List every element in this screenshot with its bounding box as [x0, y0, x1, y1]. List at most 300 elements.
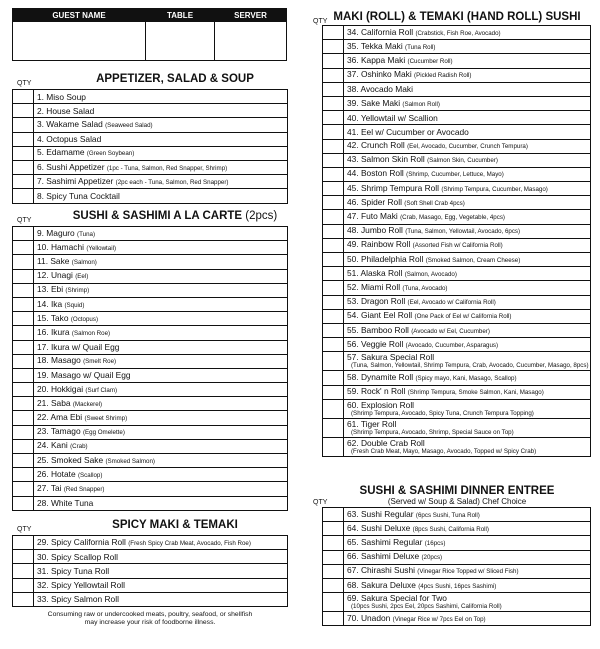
menu-item-cell — [344, 253, 591, 267]
menu-item-description: (Salmon Roe) — [71, 329, 111, 337]
menu-item-description: (Avocado w/ Eel, Cucumber) — [411, 327, 490, 335]
menu-item-cell — [34, 550, 288, 564]
qty-field[interactable] — [13, 241, 34, 255]
qty-field[interactable] — [13, 439, 34, 453]
menu-item-name: 70. Unadon — [347, 612, 391, 623]
menu-item-cell — [344, 612, 591, 626]
menu-item-cell — [344, 536, 591, 550]
menu-item-name: 14. Ika — [37, 298, 63, 309]
menu-item-row — [13, 118, 288, 132]
qty-field[interactable] — [323, 295, 344, 309]
qty-field[interactable] — [13, 118, 34, 132]
menu-item-name: 8. Spicy Tuna Cocktail — [37, 190, 120, 201]
qty-field[interactable] — [323, 309, 344, 323]
qty-field[interactable] — [323, 564, 344, 578]
menu-item-name: 22. Ama Ebi — [37, 412, 83, 423]
qty-field[interactable] — [323, 267, 344, 281]
qty-field[interactable] — [13, 283, 34, 297]
qty-field[interactable] — [13, 326, 34, 340]
qty-field[interactable] — [323, 399, 344, 418]
qty-field[interactable] — [323, 593, 344, 612]
menu-item-cell — [34, 160, 288, 174]
menu-item-description: (Vinegar Rice w/ 7pcs Eel on Top) — [392, 615, 486, 623]
qty-field[interactable] — [13, 454, 34, 468]
menu-item-row — [13, 312, 288, 326]
menu-item-description: (Smelt Roe) — [83, 358, 117, 366]
menu-item-name: 7. Sashimi Appetizer — [37, 175, 114, 186]
menu-item-row — [323, 253, 591, 267]
menu-item-row — [13, 175, 288, 189]
qty-field[interactable] — [323, 281, 344, 295]
table-field[interactable] — [146, 22, 215, 61]
menu-item-row — [323, 352, 591, 371]
menu-item-row — [13, 592, 288, 606]
qty-field[interactable] — [13, 354, 34, 368]
menu-item-cell — [344, 153, 591, 167]
qty-field[interactable] — [13, 132, 34, 146]
qty-field[interactable] — [13, 468, 34, 482]
menu-item-row — [13, 146, 288, 160]
menu-item-name: 24. Kani — [37, 440, 68, 451]
dinner-title: SUSHI & SASHIMI DINNER ENTREE — [359, 485, 555, 497]
menu-item-cell — [34, 397, 288, 411]
menu-item-row — [13, 269, 288, 283]
menu-item-name: 2. House Salad — [37, 105, 95, 116]
menu-item-cell — [34, 564, 288, 578]
menu-item-cell — [344, 352, 591, 371]
qty-field[interactable] — [13, 550, 34, 564]
menu-item-row — [13, 132, 288, 146]
qty-label: QTY — [313, 18, 328, 25]
menu-item-name: 18. Masago — [37, 355, 81, 366]
menu-item-row — [323, 536, 591, 550]
menu-item-description: (Spicy mayo, Kani, Masago, Scallop) — [415, 374, 517, 382]
qty-field[interactable] — [323, 536, 344, 550]
menu-item-row — [323, 564, 591, 578]
qty-field[interactable] — [323, 153, 344, 167]
menu-item-description: (Eel) — [75, 273, 89, 281]
menu-item-row — [13, 468, 288, 482]
menu-item-cell — [34, 132, 288, 146]
qty-field[interactable] — [323, 352, 344, 371]
menu-item-name: 10. Hamachi — [37, 241, 85, 252]
menu-item-name: 31. Spicy Tuna Roll — [37, 565, 110, 576]
menu-item-row — [323, 68, 591, 82]
menu-item-row — [323, 167, 591, 181]
menu-item-row — [13, 340, 288, 354]
menu-item-cell — [344, 182, 591, 196]
qty-field[interactable] — [323, 40, 344, 54]
menu-item-description: (Green Soybean) — [86, 150, 135, 158]
guest-name-header: GUEST NAME — [13, 9, 146, 22]
qty-field[interactable] — [13, 104, 34, 118]
menu-item-description: (Egg Omelette) — [82, 429, 125, 437]
menu-item-description: (One Pack of Eel w/ California Roll) — [414, 313, 512, 321]
menu-item-name: 55. Bamboo Roll — [347, 324, 409, 335]
menu-item-description: (Crab, Masago, Egg, Vegetable, 4pcs) — [400, 214, 505, 222]
menu-item-name: 52. Miami Roll — [347, 281, 401, 292]
menu-item-name: 64. Sushi Deluxe — [347, 522, 411, 533]
menu-item-description: (Salmon Skin, Cucumber) — [427, 157, 498, 165]
menu-item-cell — [344, 111, 591, 125]
qty-field[interactable] — [13, 592, 34, 606]
menu-item-row — [13, 550, 288, 564]
menu-item-cell — [34, 411, 288, 425]
menu-item-description: (Crabstick, Fish Roe, Avocado) — [415, 29, 501, 37]
menu-item-row — [13, 297, 288, 311]
menu-item-name: 46. Spider Roll — [347, 196, 402, 207]
menu-item-cell — [34, 269, 288, 283]
menu-item-cell — [34, 536, 288, 550]
guest-name-field[interactable] — [13, 22, 146, 61]
qty-field[interactable] — [323, 182, 344, 196]
menu-item-cell — [34, 439, 288, 453]
menu-item-description: (Scallop) — [77, 471, 103, 479]
menu-item-row — [13, 354, 288, 368]
appetizer-table — [12, 89, 288, 204]
menu-item-row — [323, 153, 591, 167]
menu-item-cell — [344, 399, 591, 418]
qty-field[interactable] — [323, 111, 344, 125]
qty-field[interactable] — [323, 323, 344, 337]
menu-item-name: 17. Ikura w/ Quail Egg — [37, 342, 120, 353]
menu-item-cell — [344, 167, 591, 181]
menu-item-name: 65. Sashimi Regular — [347, 536, 423, 547]
menu-item-description: (Fresh Crab Meat, Mayo, Masago, Avocado, Topped w/ Spicy Crab) — [351, 447, 537, 455]
menu-item-name: 43. Salmon Skin Roll — [347, 154, 425, 165]
menu-item-description: (4pcs Sushi, 16pcs Sashimi) — [418, 582, 497, 590]
menu-item-row — [323, 210, 591, 224]
menu-item-description: (Salmon, Avocado) — [404, 270, 457, 278]
menu-item-name: 62. Double Crab Roll — [347, 437, 425, 448]
qty-field[interactable] — [323, 338, 344, 352]
menu-item-row — [323, 593, 591, 612]
menu-item-cell — [34, 189, 288, 203]
menu-item-row — [13, 482, 288, 496]
menu-item-description: (1pc - Tuna, Salmon, Red Snapper, Shrimp) — [106, 164, 228, 172]
menu-item-description: (Mackerel) — [72, 400, 103, 408]
qty-field[interactable] — [323, 418, 344, 437]
qty-field[interactable] — [323, 139, 344, 153]
menu-item-cell — [344, 418, 591, 437]
menu-item-cell — [344, 564, 591, 578]
qty-field[interactable] — [323, 82, 344, 96]
menu-item-name: 56. Veggie Roll — [347, 338, 404, 349]
menu-item-name: 35. Tekka Maki — [347, 40, 403, 51]
qty-field[interactable] — [323, 167, 344, 181]
menu-item-name: 39. Sake Maki — [347, 97, 401, 108]
menu-item-name: 42. Crunch Roll — [347, 140, 405, 151]
menu-item-name: 40. Yellowtail w/ Scallion — [347, 112, 438, 123]
menu-item-row — [323, 418, 591, 437]
menu-item-name: 37. Oshinko Maki — [347, 69, 412, 80]
menu-item-cell — [34, 425, 288, 439]
menu-item-description: (Shrimp Tempura, Smoke Salmon, Kani, Masago) — [407, 389, 544, 397]
menu-item-row — [323, 550, 591, 564]
qty-field[interactable] — [13, 368, 34, 382]
menu-item-row — [323, 111, 591, 125]
menu-item-name: 58. Dynamite Roll — [347, 371, 414, 382]
qty-label: QTY — [313, 499, 328, 506]
qty-field[interactable] — [323, 253, 344, 267]
qty-field[interactable] — [13, 397, 34, 411]
sushi-alacarte-title-text: SUSHI & SASHIMI A LA CARTE — [72, 210, 243, 222]
menu-item-row — [323, 295, 591, 309]
menu-item-cell — [34, 496, 288, 510]
menu-item-row — [323, 508, 591, 522]
menu-item-name: 11. Sake — [37, 255, 70, 266]
menu-item-row — [323, 437, 591, 456]
menu-item-cell — [34, 175, 288, 189]
menu-item-name: 19. Masago w/ Quail Egg — [37, 370, 131, 381]
menu-item-row — [13, 241, 288, 255]
menu-item-row — [13, 227, 288, 241]
menu-item-name: 6. Sushi Appetizer — [37, 161, 105, 172]
qty-field[interactable] — [13, 90, 34, 104]
menu-item-description: (Soft Shell Crab 4pcs) — [404, 199, 465, 207]
menu-item-cell — [344, 224, 591, 238]
menu-item-cell — [34, 340, 288, 354]
qty-field[interactable] — [13, 536, 34, 550]
menu-item-row — [323, 82, 591, 96]
qty-field[interactable] — [323, 578, 344, 592]
menu-item-cell — [344, 54, 591, 68]
menu-item-name: 47. Futo Maki — [347, 211, 398, 222]
menu-item-cell — [34, 312, 288, 326]
menu-item-row — [323, 182, 591, 196]
menu-item-cell — [344, 385, 591, 399]
menu-item-name: 1. Miso Soup — [37, 91, 86, 102]
qty-field[interactable] — [323, 612, 344, 626]
qty-field[interactable] — [323, 385, 344, 399]
sushi-alacarte-title — [60, 210, 290, 222]
qty-field[interactable] — [13, 482, 34, 496]
menu-item-cell — [34, 354, 288, 368]
spicy-maki-title: SPICY MAKI & TEMAKI — [112, 519, 238, 531]
menu-item-cell — [344, 295, 591, 309]
menu-item-name: 30. Spicy Scallop Roll — [37, 551, 118, 562]
menu-item-description: (Surf Clam) — [85, 386, 118, 394]
menu-item-cell — [344, 550, 591, 564]
menu-item-row — [13, 496, 288, 510]
menu-item-description: (Smoked Salmon) — [105, 457, 155, 465]
menu-item-description: (Tuna Roll) — [405, 43, 436, 51]
menu-item-row — [13, 439, 288, 453]
menu-item-description: (Vinegar Rice Topped w/ Sliced Fish) — [417, 568, 519, 576]
menu-item-row — [323, 522, 591, 536]
menu-item-description: (Shrimp Tempura, Avocado, Spicy Tuna, Crunch Tempura Topping) — [351, 409, 534, 417]
menu-item-name: 41. Eel w/ Cucumber or Avocado — [347, 126, 469, 137]
menu-item-description: (Red Snapper) — [63, 485, 105, 493]
menu-item-description: (Eel, Avocado w/ California Roll) — [407, 299, 496, 307]
qty-field[interactable] — [13, 340, 34, 354]
qty-field[interactable] — [323, 54, 344, 68]
menu-item-name: 21. Saba — [37, 397, 71, 408]
menu-item-row — [13, 160, 288, 174]
menu-item-name: 49. Rainbow Roll — [347, 239, 411, 250]
menu-item-name: 44. Boston Roll — [347, 168, 404, 179]
qty-field[interactable] — [323, 68, 344, 82]
qty-field[interactable] — [323, 26, 344, 40]
menu-item-description: (Eel, Avocado, Cucumber, Crunch Tempura) — [407, 143, 528, 151]
menu-item-cell — [34, 454, 288, 468]
qty-field[interactable] — [323, 196, 344, 210]
menu-item-cell — [344, 82, 591, 96]
menu-item-row — [323, 338, 591, 352]
spicy-maki-table — [12, 535, 288, 607]
menu-item-description: (8pcs Sushi, California Roll) — [412, 525, 489, 533]
menu-item-name: 53. Dragon Roll — [347, 296, 406, 307]
menu-item-name: 25. Smoked Sake — [37, 454, 104, 465]
qty-field[interactable] — [13, 578, 34, 592]
qty-field[interactable] — [323, 125, 344, 139]
menu-item-row — [323, 139, 591, 153]
qty-field[interactable] — [323, 371, 344, 385]
menu-item-row — [13, 283, 288, 297]
dinner-table — [322, 507, 591, 626]
server-header: SERVER — [215, 9, 287, 22]
guest-info-table — [12, 8, 287, 61]
menu-item-cell — [34, 241, 288, 255]
menu-item-name: 28. White Tuna — [37, 498, 94, 509]
qty-field[interactable] — [13, 189, 34, 203]
menu-item-cell — [344, 522, 591, 536]
qty-field[interactable] — [13, 496, 34, 510]
menu-item-row — [13, 326, 288, 340]
menu-item-cell — [344, 125, 591, 139]
menu-item-name: 15. Tako — [37, 312, 69, 323]
qty-field[interactable] — [13, 269, 34, 283]
qty-field[interactable] — [323, 508, 344, 522]
menu-item-description: (Salmon) — [71, 258, 97, 266]
menu-item-name: 32. Spicy Yellowtail Roll — [37, 580, 125, 591]
qty-field[interactable] — [13, 255, 34, 269]
menu-item-row — [13, 454, 288, 468]
menu-item-description: (10pcs Sushi, 2pcs Eel, 20pcs Sashimi, California Roll) — [351, 603, 502, 611]
menu-item-row — [13, 104, 288, 118]
sushi-alacarte-table — [12, 226, 288, 511]
menu-item-cell — [344, 96, 591, 110]
qty-field[interactable] — [13, 146, 34, 160]
qty-label: QTY — [17, 217, 32, 224]
menu-item-description: (Assorted Fish w/ California Roll) — [412, 242, 503, 250]
qty-field[interactable] — [13, 411, 34, 425]
qty-field[interactable] — [323, 437, 344, 456]
qty-field[interactable] — [323, 238, 344, 252]
menu-item-cell — [34, 326, 288, 340]
menu-item-description: (16pcs) — [424, 539, 446, 547]
qty-field[interactable] — [323, 96, 344, 110]
menu-item-name: 3. Wakame Salad — [37, 118, 103, 129]
menu-item-description: (2pc each - Tuna, Salmon, Red Snapper) — [115, 178, 229, 186]
menu-item-description: (Sweet Shrimp) — [84, 415, 128, 423]
qty-field[interactable] — [13, 297, 34, 311]
menu-item-cell — [34, 255, 288, 269]
menu-item-description: (Yellowtail) — [86, 244, 117, 252]
menu-item-description: (Avocado, Cucumber, Asparagus) — [405, 341, 499, 349]
menu-item-cell — [344, 508, 591, 522]
menu-item-row — [323, 224, 591, 238]
menu-item-cell — [344, 238, 591, 252]
menu-item-name: 67. Chirashi Sushi — [347, 565, 415, 576]
menu-item-cell — [34, 146, 288, 160]
menu-item-description: (Octopus) — [70, 315, 99, 323]
menu-item-cell — [34, 283, 288, 297]
qty-label: QTY — [17, 526, 32, 533]
menu-item-name: 4. Octopus Salad — [37, 134, 102, 145]
menu-item-name: 5. Edamame — [37, 147, 85, 158]
qty-field[interactable] — [13, 312, 34, 326]
menu-item-row — [13, 425, 288, 439]
menu-item-cell — [344, 68, 591, 82]
menu-item-row — [13, 255, 288, 269]
menu-item-cell — [34, 578, 288, 592]
menu-item-name: 63. Sushi Regular — [347, 508, 414, 519]
qty-label: QTY — [17, 80, 32, 87]
menu-item-description: (Crab) — [70, 443, 88, 451]
menu-item-cell — [344, 593, 591, 612]
menu-item-name: 26. Hotate — [37, 468, 76, 479]
qty-field[interactable] — [13, 175, 34, 189]
qty-field[interactable] — [13, 425, 34, 439]
menu-item-description: (Shrimp Tempura, Avocado, Shrimp, Special Sauce on Top) — [351, 428, 514, 436]
menu-item-cell — [344, 267, 591, 281]
menu-item-name: 23. Tamago — [37, 426, 81, 437]
menu-item-name: 48. Jumbo Roll — [347, 225, 403, 236]
menu-item-name: 29. Spicy California Roll — [37, 536, 126, 547]
server-field[interactable] — [215, 22, 287, 61]
menu-item-cell — [344, 210, 591, 224]
menu-item-description: (Shrimp) — [65, 287, 90, 295]
menu-item-cell — [34, 227, 288, 241]
menu-item-name: 12. Unagi — [37, 270, 73, 281]
menu-item-description: (Shrimp, Cucumber, Lettuce, Mayo) — [406, 171, 504, 179]
dinner-subtitle: (Served w/ Soup & Salad) Chef Choice — [387, 497, 527, 506]
menu-item-cell — [34, 383, 288, 397]
menu-item-cell — [344, 323, 591, 337]
menu-item-cell — [34, 592, 288, 606]
qty-field[interactable] — [323, 550, 344, 564]
menu-item-name: 57. Sakura Special Roll — [347, 352, 435, 363]
qty-field[interactable] — [13, 227, 34, 241]
menu-item-name: 60. Explosion Roll — [347, 399, 415, 410]
menu-item-cell — [34, 118, 288, 132]
menu-item-name: 20. Hokkigai — [37, 383, 84, 394]
menu-item-description: (Cucumber Roll) — [407, 57, 453, 65]
qty-field[interactable] — [323, 210, 344, 224]
menu-item-name: 34. California Roll — [347, 26, 414, 37]
qty-field[interactable] — [323, 224, 344, 238]
menu-item-cell — [344, 26, 591, 40]
qty-field[interactable] — [323, 522, 344, 536]
qty-field[interactable] — [13, 564, 34, 578]
menu-item-cell — [34, 90, 288, 104]
menu-item-row — [323, 385, 591, 399]
menu-item-row — [13, 564, 288, 578]
table-header: TABLE — [146, 9, 215, 22]
menu-item-cell — [344, 371, 591, 385]
menu-item-row — [323, 96, 591, 110]
menu-item-cell — [344, 578, 591, 592]
maki-title: MAKI (ROLL) & TEMAKI (HAND ROLL) SUSHI — [333, 11, 581, 23]
qty-field[interactable] — [13, 383, 34, 397]
menu-item-row — [13, 411, 288, 425]
menu-item-row — [323, 40, 591, 54]
qty-field[interactable] — [13, 160, 34, 174]
menu-item-row — [323, 267, 591, 281]
menu-item-row — [323, 323, 591, 337]
menu-item-description: (Tuna, Salmon, Yellowtail, Avocado, 6pcs) — [405, 228, 521, 236]
